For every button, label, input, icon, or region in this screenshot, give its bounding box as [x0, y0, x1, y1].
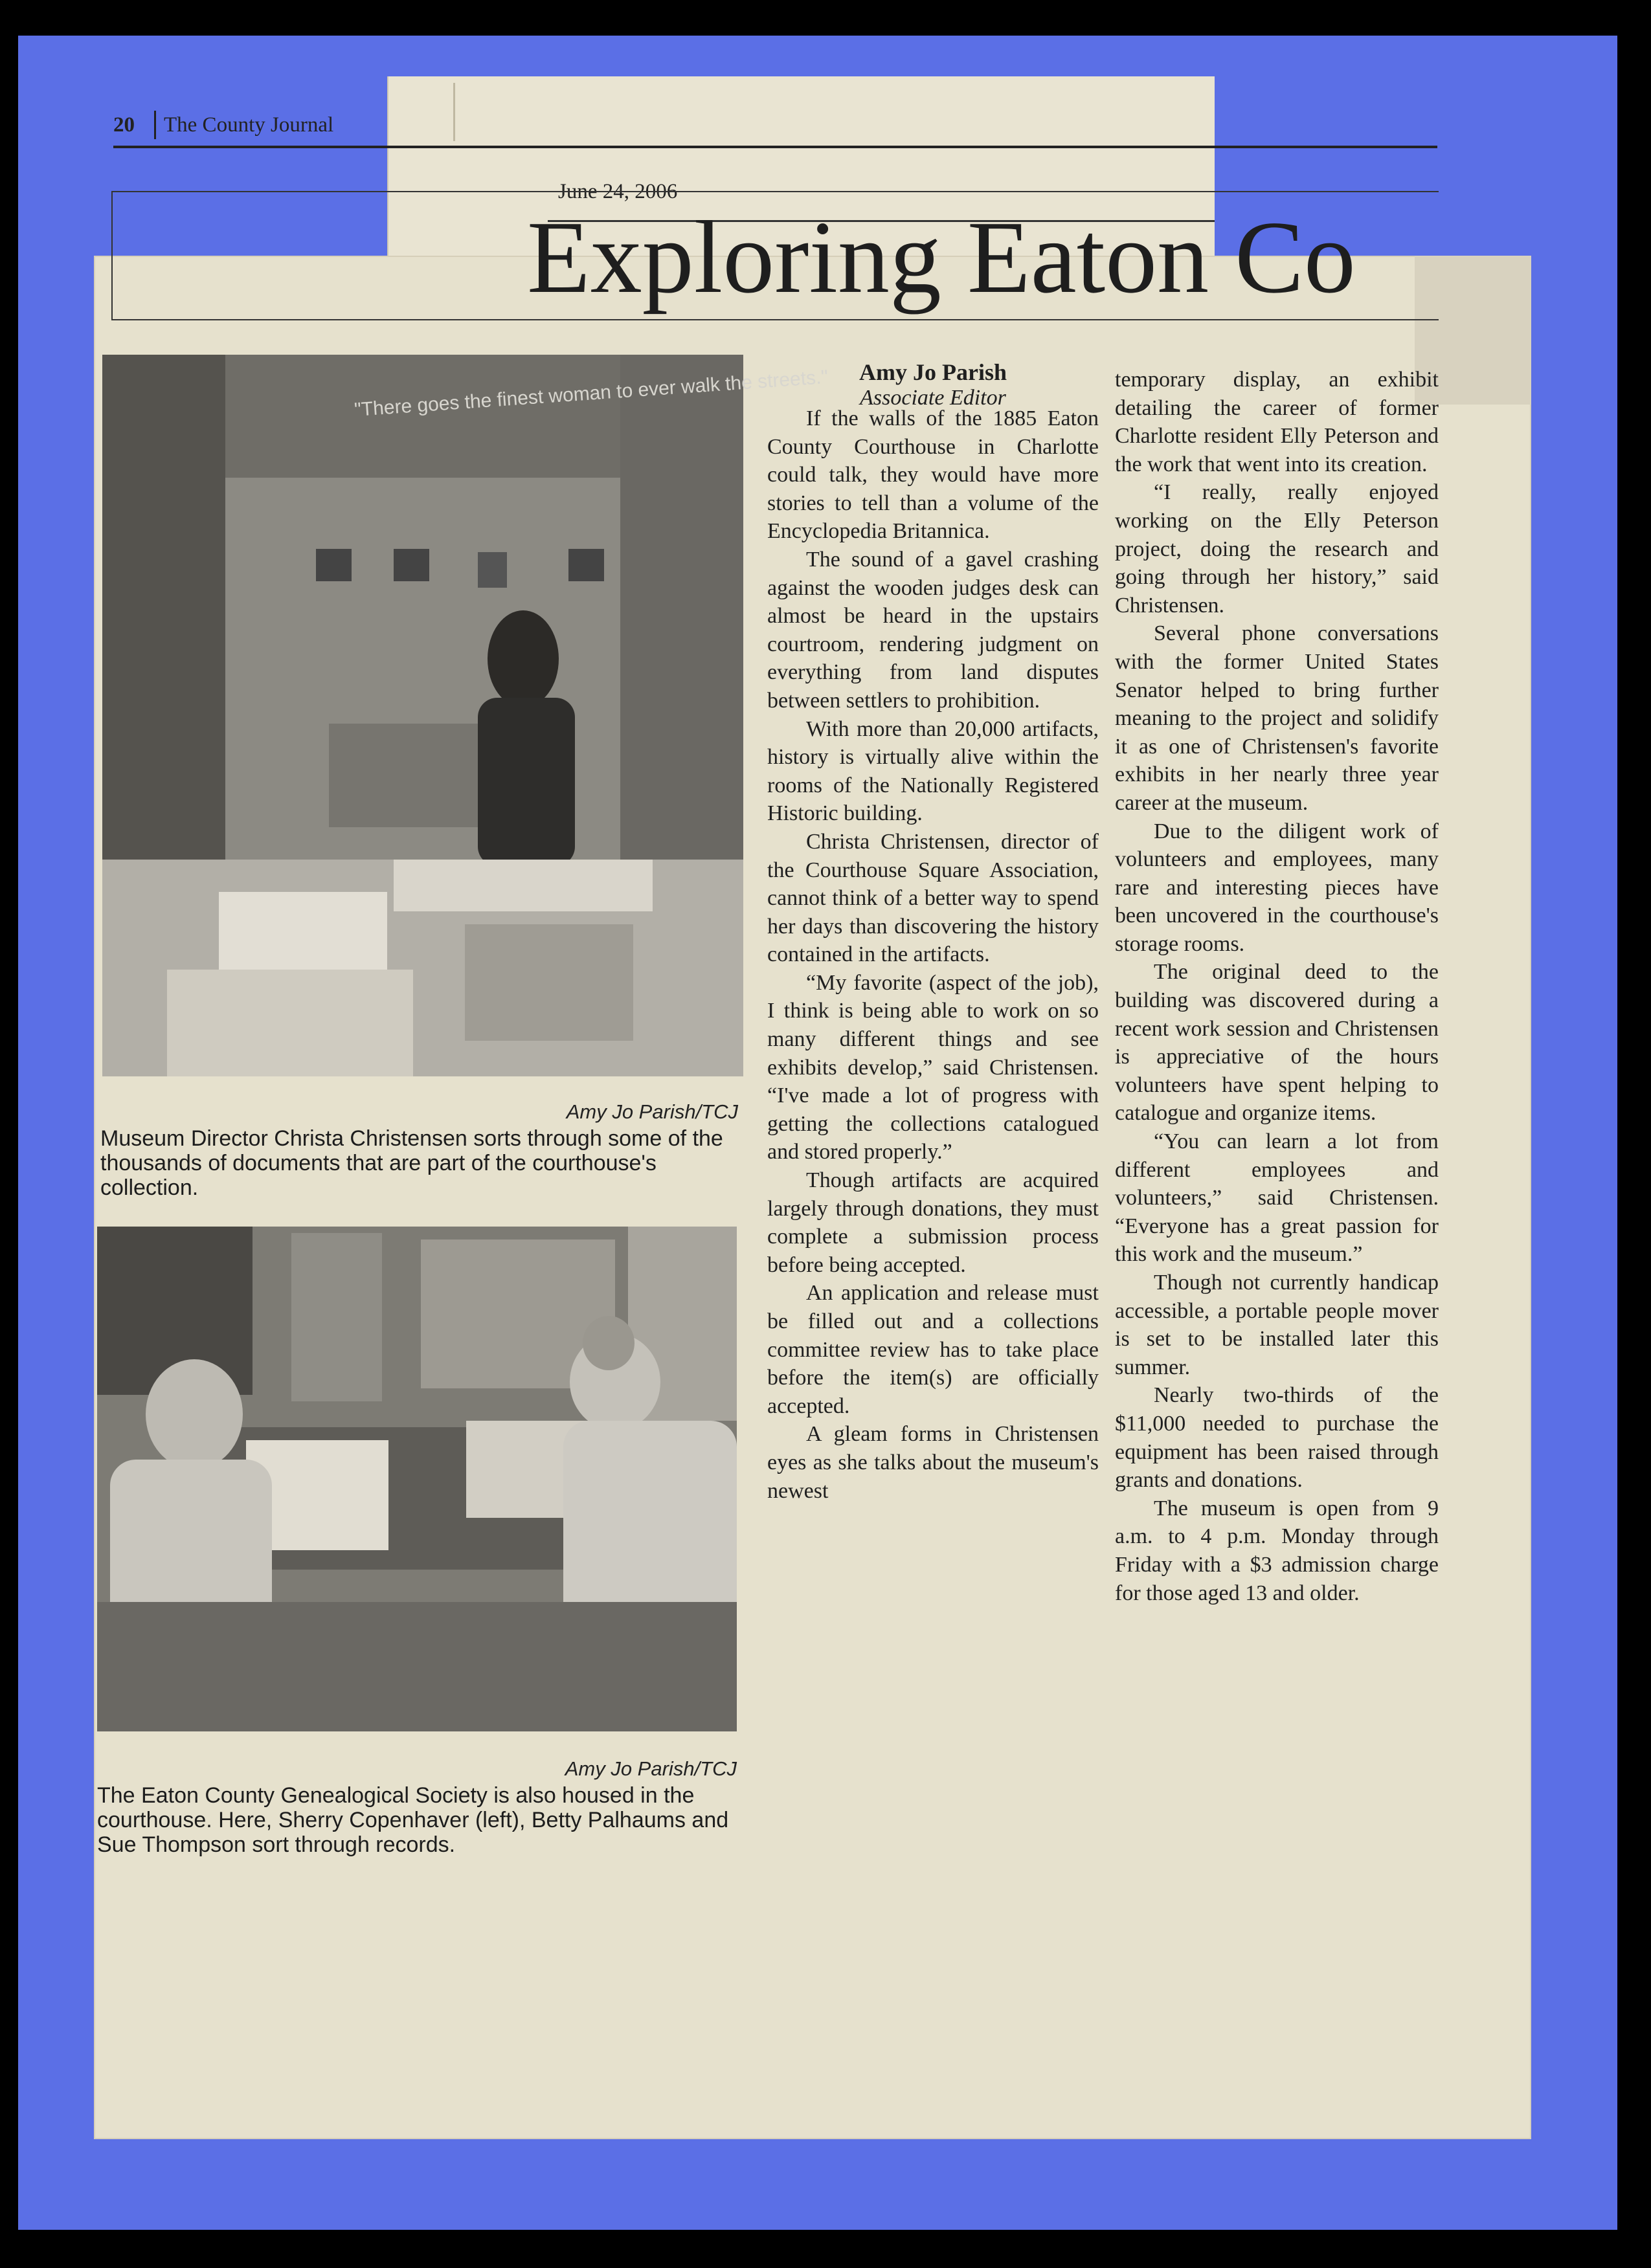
- publication-name: The County Journal: [164, 113, 334, 137]
- photo-caption: The Eaton County Genealogical Society is also housed in the courthouse. Here, Sherry Copenhaver (left), Betty Palhaums and Sue Thompson sort through records.: [97, 1783, 729, 1857]
- paragraph: If the walls of the 1885 Eaton County Courthouse in Charlotte could talk, they would have more stories to tell than a volume of the Encyclopedia Britannica.: [767, 406, 1099, 544]
- header-rule: [113, 146, 1437, 148]
- page-number: 20: [113, 113, 135, 137]
- photo-genealogical-society-image: [97, 1227, 737, 1731]
- photo-caption: Museum Director Christa Christensen sorts through some of the thousands of documents that are part of the courthouse's collection.: [100, 1126, 723, 1200]
- headline: Exploring Eaton Co: [527, 199, 1356, 315]
- article-column-1: [767, 405, 1099, 1505]
- paragraph: temporary display, an exhibit detailing the career of former Charlotte resident Elly Peterson and the work that went into its creation.: [1115, 368, 1439, 476]
- photo-museum-director: [102, 355, 829, 1076]
- photo-genealogical-society: [97, 1227, 737, 1731]
- paragraph: The museum is open from 9 a.m. to 4 p.m. Monday through Friday with a $3 admission charge for those aged 13 and older.: [1115, 1496, 1439, 1605]
- paragraph: Several phone conversations with the former United States Senator helped to bring further meaning to the project and solidify it as one of Christensen's favorite exhibits in her nearly three year career at the museum.: [1115, 621, 1439, 815]
- paragraph: The sound of a gavel crashing against the wooden judges desk can almost be heard in the upstairs courtroom, rendering judgment on everything from land disputes between settlers to prohibition.: [767, 547, 1099, 713]
- photo-credit: Amy Jo Parish/TCJ: [565, 1757, 737, 1780]
- paragraph: Though artifacts are acquired largely through donations, they must complete a submission process before being accepted.: [767, 1168, 1099, 1277]
- paragraph: The original deed to the building was discovered during a recent work session and Christensen is appreciative of the hours volunteers have spent helping to catalogue and organize items.: [1115, 960, 1439, 1126]
- paragraph: Due to the diligent work of volunteers and employees, many rare and interesting pieces have been uncovered in the courthouse's storage rooms.: [1115, 819, 1439, 956]
- paragraph: Though not currently handicap accessible, a portable people mover is set to be installed later this summer.: [1115, 1271, 1439, 1379]
- clipping-date: June 24, 2006: [558, 180, 678, 203]
- author-name: Amy Jo Parish: [859, 359, 1007, 385]
- paragraph: Christa Christensen, director of the Courthouse Square Association, cannot think of a better way to spend her days than discovering the history contained in the artifacts.: [767, 829, 1099, 967]
- byline: [767, 359, 1099, 411]
- author-role: Associate Editor: [860, 386, 1006, 410]
- photo-museum-director-image: [102, 355, 829, 1076]
- photo-credit: Amy Jo Parish/TCJ: [566, 1100, 738, 1123]
- headline-box: [111, 191, 1439, 320]
- paragraph: “My favorite (aspect of the job), I think is being able to work on so many different things and see exhibits develop,” said Christensen. “I've made a lot of progress with getting the collections catalogued and stored properly.”: [767, 970, 1099, 1164]
- header-divider: [154, 111, 156, 139]
- paragraph: An application and release must be filled out and a collections committee review has to take place before the item(s) are officially accepted.: [767, 1281, 1099, 1418]
- paragraph: “You can learn a lot from different employees and volunteers,” said Christensen. “Everyone has a great passion for this work and the museum.”: [1115, 1129, 1439, 1267]
- paragraph: With more than 20,000 artifacts, history is virtually alive within the rooms of the Nationally Registered Historic building.: [767, 717, 1099, 826]
- paragraph: “I really, really enjoyed working on the Elly Peterson project, doing the research and going through her history,” said Christensen.: [1115, 480, 1439, 617]
- article-column-2: [1115, 366, 1439, 1607]
- paragraph: A gleam forms in Christensen eyes as she talks about the museum's newest: [767, 1422, 1099, 1503]
- tear-mark: [453, 83, 455, 141]
- wall-quote: "There goes the finest woman to ever walk the streets.": [354, 366, 829, 421]
- paragraph: Nearly two-thirds of the $11,000 needed to purchase the equipment has been raised through grants and donations.: [1115, 1383, 1439, 1493]
